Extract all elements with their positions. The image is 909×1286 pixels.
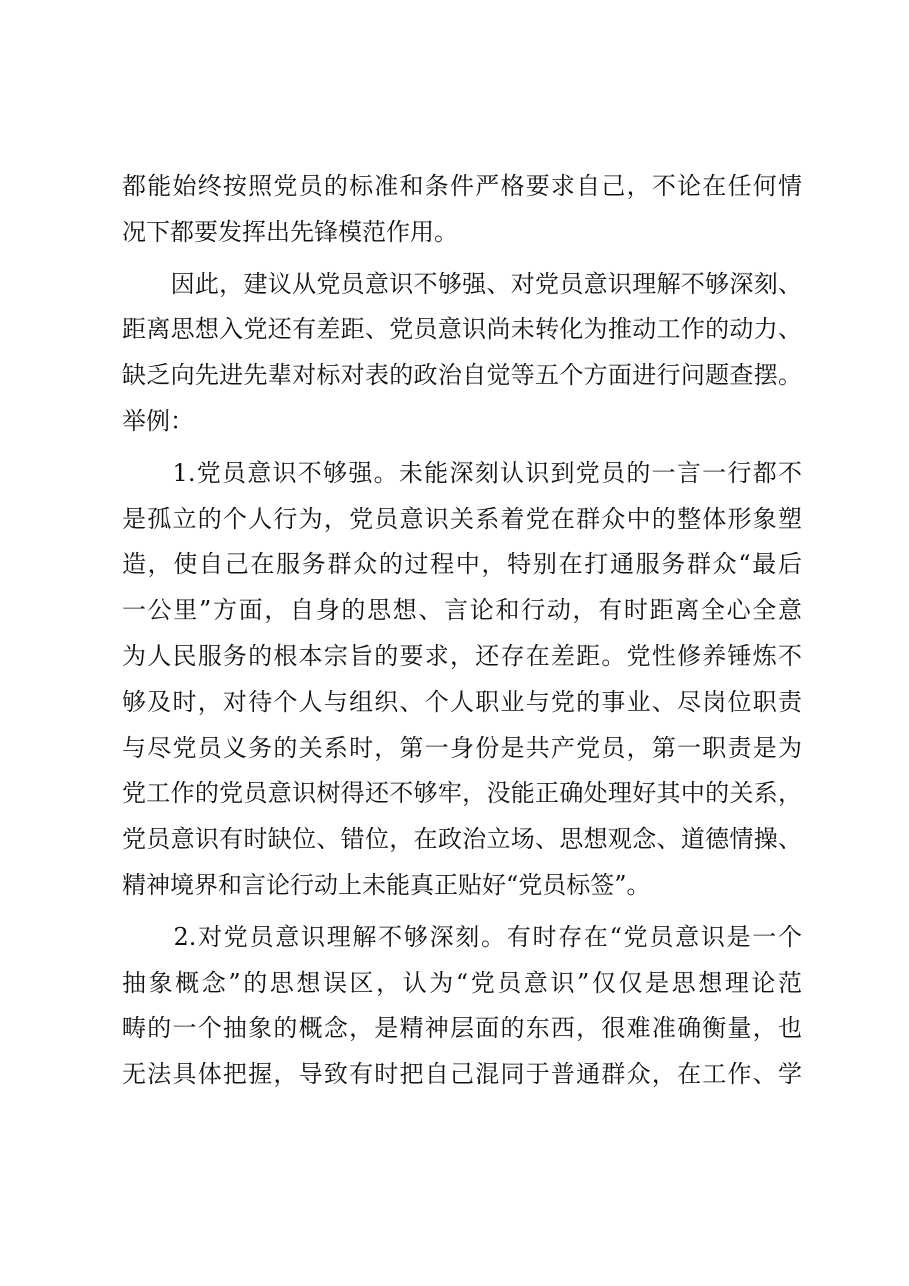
text-line: 精神境界和言论行动上未能真正贴好“党员标签”。 bbox=[122, 870, 651, 899]
text-line: 为人民服务的根本宗旨的要求，还存在差距。党性修养锤炼不 bbox=[122, 641, 802, 670]
paragraph-item-1 bbox=[122, 451, 802, 909]
text-line: 距离思想入党还有差距、党员意识尚未转化为推动工作的动力、 bbox=[122, 315, 802, 344]
text-line: 党员意识有时缺位、错位，在政治立场、思想观念、道德情操、 bbox=[122, 825, 802, 854]
paragraph-suggestion bbox=[122, 262, 802, 445]
paragraph-continued bbox=[122, 164, 802, 256]
text-line: 够及时，对待个人与组织、个人职业与党的事业、尽岗位职责 bbox=[122, 687, 802, 716]
text-line: 因此，建议从党员意识不够强、对党员意识理解不够深刻、 bbox=[122, 269, 802, 298]
text-line: 1.党员意识不够强。未能深刻认识到党员的一言一行都不 bbox=[122, 458, 802, 487]
text-line: 与尽党员义务的关系时，第一身份是共产党员，第一职责是为 bbox=[122, 733, 802, 762]
text-line: 况下都要发挥出先锋模范作用。 bbox=[122, 217, 458, 246]
text-line: 举例： bbox=[122, 406, 194, 435]
text-line: 畴的一个抽象的概念，是精神层面的东西，很难准确衡量，也 bbox=[122, 1014, 802, 1043]
body-text bbox=[122, 164, 802, 1098]
text-line: 是孤立的个人行为，党员意识关系着党在群众中的整体形象塑 bbox=[122, 504, 802, 533]
text-line: 抽象概念”的思想误区，认为“党员意识”仅仅是思想理论范 bbox=[122, 968, 802, 997]
text-line: 都能始终按照党员的标准和条件严格要求自己，不论在任何情 bbox=[122, 172, 802, 200]
text-line: 缺乏向先进先辈对标对表的政治自觉等五个方面进行问题查摆。 bbox=[122, 361, 802, 390]
text-line: 2.对党员意识理解不够深刻。有时存在“党员意识是一个 bbox=[122, 922, 802, 951]
text-line: 党工作的党员意识树得还不够牢，没能正确处理好其中的关系， bbox=[122, 779, 802, 808]
text-line: 无法具体把握，导致有时把自己混同于普通群众，在工作、学 bbox=[122, 1060, 802, 1089]
paragraph-item-2 bbox=[122, 915, 802, 1098]
text-line: 造，使自己在服务群众的过程中，特别在打通服务群众“最后 bbox=[122, 550, 802, 579]
text-line: 一公里”方面，自身的思想、言论和行动，有时距离全心全意 bbox=[122, 596, 802, 625]
